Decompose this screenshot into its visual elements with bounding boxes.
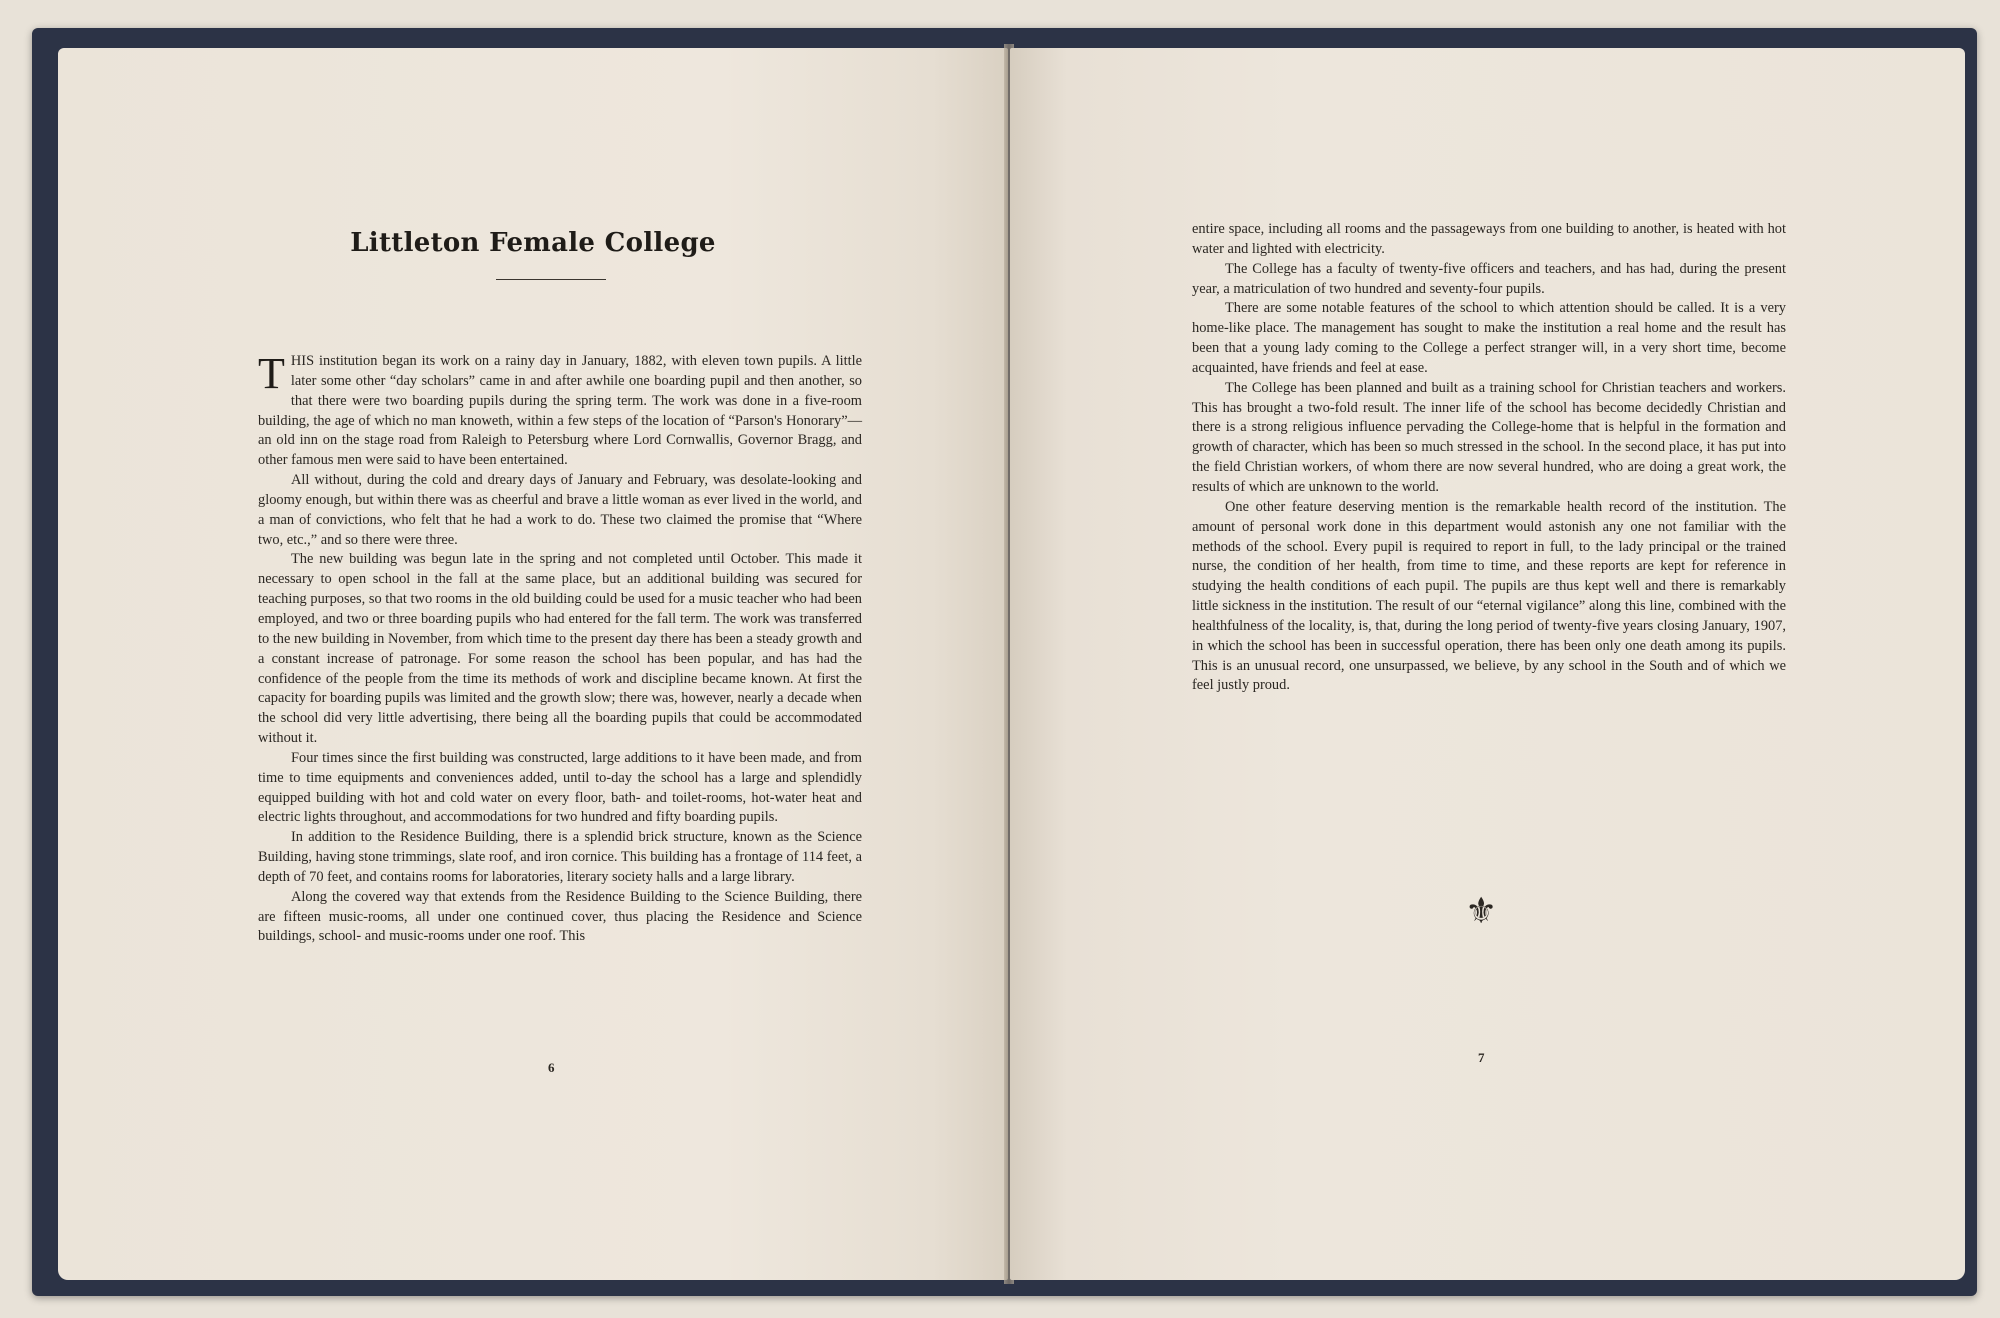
- paragraph: In addition to the Residence Building, there is a splendid brick structure, known as the Science Building, having stone trimmings, slate roof, and iron cornice. This building has a frontage of 114 feet, a depth of 70 feet, and contains rooms for laboratories, literary society halls and a large library.: [258, 829, 862, 885]
- paragraph: Four times since the first building was constructed, large additions to it have been made, and from time to time equipments and conveniences added, until to-day the school has a large and splendidly equipped building with hot and cold water on every floor, bath- and toilet-rooms, hot-water heat and electric lights throughout, and accommodations for two hundred and fifty boarding pupils.: [258, 749, 862, 826]
- left-text-column: [258, 349, 862, 947]
- paragraph: Along the covered way that extends from the Residence Building to the Science Building, there are fifteen music-rooms, all under one continued cover, thus placing the Residence and Science buildings, school- and music-rooms under one roof. This: [258, 888, 862, 945]
- paragraph: The new building was begun late in the spring and not completed until October. This made it necessary to open school in the fall at the same place, but an additional building was secured for teaching purposes, so that two rooms in the old building could be used for a music teacher who had been employed, and two or three boarding pupils who had entered for the fall term. The work was transferred to the new building in November, from which time to the present day there has been a steady growth and a constant increase of patronage. For some reason the school has been popular, and has had the confidence of the people from the time its methods of work and discipline became known. At first the capacity for boarding pupils was limited and the growth slow; there was, however, nearly a decade when the school did very little advertising, there being all the boarding pupils that could be accommodated without it.: [258, 551, 862, 747]
- paragraph: THIS institution began its work on a rainy day in January, 1882, with eleven town pupils. A little later some other “day scholars” came in and after awhile one boarding pupil and then another, so that there were two boarding pupils during the spring term. The work was done in a five-room building, the age of which no man knoweth, within a few steps of the location of “Parson's Honorary”—an old inn on the stage road from Raleigh to Petersburg where Lord Cornwallis, Governor Bragg, and other famous men were said to have been entertained.: [258, 349, 862, 469]
- right-page: [1010, 48, 1965, 1280]
- paragraph: There are some notable features of the school to which attention should be called. It is a very home-like place. The management has sought to make the institution a real home and the result has been that a young lady coming to the College a perfect stranger will, in a very short time, become acquainted, have friends and feel at ease.: [1192, 300, 1786, 376]
- page-number: 7: [1478, 1050, 1485, 1065]
- right-text-column: [1192, 220, 1786, 696]
- page-number: 6: [548, 1060, 555, 1075]
- paragraph: The College has a faculty of twenty-five officers and teachers, and has had, during the present year, a matriculation of two hundred and seventy-four pupils.: [1192, 260, 1786, 297]
- left-page: [58, 48, 1008, 1280]
- paragraph: All without, during the cold and dreary days of January and February, was desolate-looking and gloomy enough, but within there was as cheerful and brave a little woman as ever lived in the world, and a man of convictions, who felt that he had a work to do. These two claimed the promise that “Where two, etc.,” and so there were three.: [258, 472, 862, 548]
- paragraph: The College has been planned and built as a training school for Christian teachers and workers. This has brought a two-fold result. The inner life of the school has become decidedly Christian and there is a strong religious influence pervading the College-home that is helpful in the formation and growth of character, which has been so much stressed in the school. In the second place, it has put into the field Christian workers, of whom there are now several hundred, who are doing a great work, the results of which are unknown to the world.: [1192, 379, 1786, 495]
- drop-cap: T: [258, 349, 285, 398]
- paragraph: One other feature deserving mention is the remarkable health record of the institution. The amount of personal work done in this department would astonish any one not familiar with the methods of the school. Every pupil is required to report in full, to the lady principal or the trained nurse, the condition of her health, from time to time, and these reports are kept for reference in studying the health conditions of each pupil. The pupils are thus kept well and there is remarkably little sickness in the institution. The result of our “eternal vigilance” along this line, combined with the healthfulness of the locality, is, that, during the long period of twenty-five years closing January, 1907, in which the school has been in successful operation, there has been only one death among its pupils. This is an unusual record, one unsurpassed, we believe, by any school in the South and of which we feel justly proud.: [1192, 498, 1786, 694]
- fleuron-ornament-icon: ⚜: [1465, 891, 1498, 931]
- paragraph: entire space, including all rooms and the passageways from one building to another, is heated with hot water and lighted with electricity.: [1192, 221, 1786, 257]
- title-rule: [496, 279, 606, 280]
- page-title: Littleton Female College: [350, 228, 716, 258]
